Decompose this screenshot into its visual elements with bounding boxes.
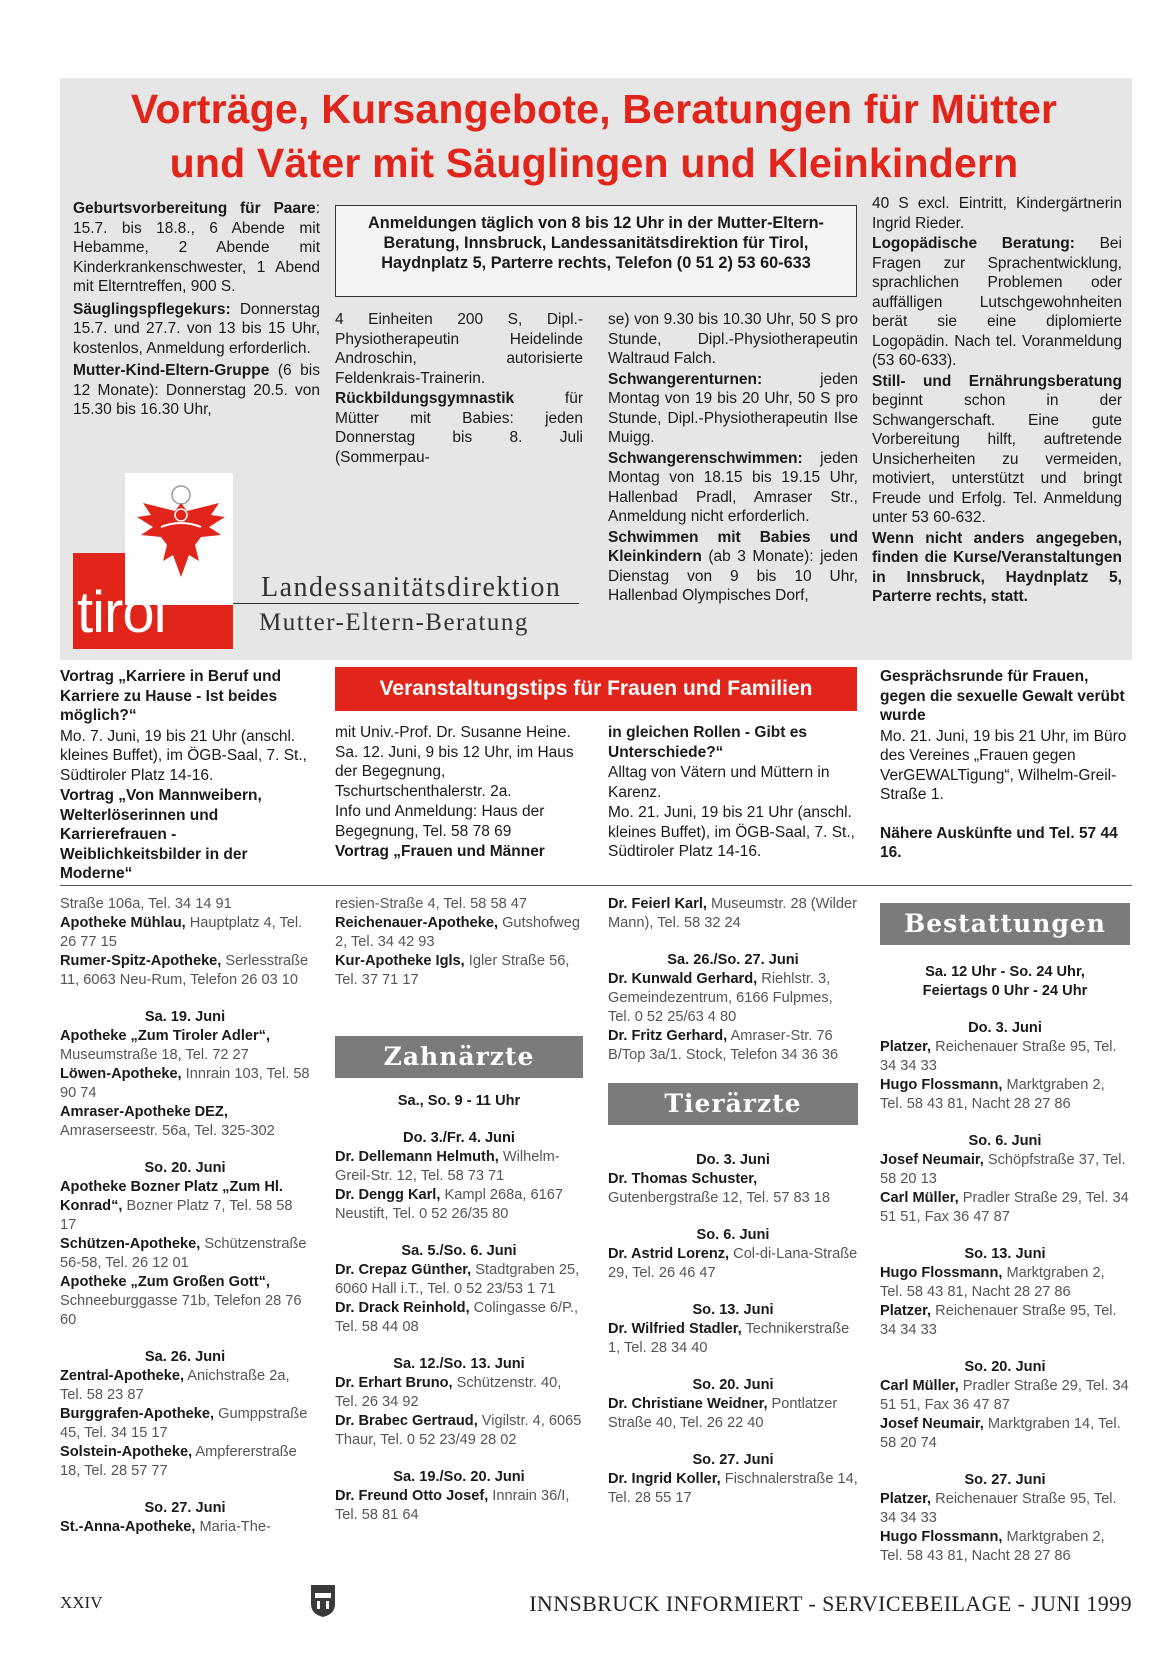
dir-text: Hauptplatz 4, Tel. 26 77 15 xyxy=(60,915,303,950)
course-column-4 xyxy=(872,194,1122,608)
dir-name: Dr. Thomas Schuster, xyxy=(608,1171,758,1187)
event-career-title: Vortrag „Karriere in Beruf und Karriere zu Hause - Ist beides möglich?“ xyxy=(60,668,282,724)
dir-entry xyxy=(60,952,310,990)
date-heading: So. 13. Juni xyxy=(692,1302,774,1318)
course-postnatal-text: für Mütter mit Babies: jeden Donnerstag bis 8. Juli (Sommerpau- xyxy=(335,390,583,466)
course-prenatal-swim xyxy=(608,449,858,527)
section-header-bestattungen: Bestattungen xyxy=(880,903,1130,945)
dir-name: Carl Müller, xyxy=(880,1378,959,1394)
dir-name: Dr. Christiane Weidner, xyxy=(608,1396,768,1412)
dir-text: Reichenauer Straße 95, Tel. 34 34 33 xyxy=(880,1303,1117,1338)
dir-name: Dr. Erhart Bruno, xyxy=(335,1375,453,1391)
date-heading: So. 6. Juni xyxy=(968,1133,1042,1149)
dir-entry xyxy=(880,1415,1130,1453)
dir-name: Hugo Flossmann, xyxy=(880,1077,1003,1093)
zahnaerzte-column xyxy=(335,895,583,1525)
dir-text: Pradler Straße 29, Tel. 34 51 51, Fax 36 47 87 xyxy=(880,1378,1129,1413)
dir-text: Marktgraben 2, Tel. 58 43 81, Nacht 28 27 86 xyxy=(880,1265,1105,1300)
hours-text: Sa., So. 9 - 11 Uhr xyxy=(397,1093,521,1109)
dir-name: Platzer, xyxy=(880,1491,932,1507)
dir-text: Marktgraben 2, Tel. 58 43 81, Nacht 28 27 86 xyxy=(880,1077,1105,1112)
dir-text: Maria-The- xyxy=(195,1519,271,1535)
date-heading: So. 27. Juni xyxy=(964,1472,1046,1488)
date-heading: Sa. 5./So. 6. Juni xyxy=(401,1243,517,1259)
course-birth-prep xyxy=(73,199,320,297)
dir-text: Museumstraße 18, Tel. 72 27 xyxy=(60,1047,249,1063)
course-prenatal-gym-text: jeden Montag von 19 bis 20 Uhr, 50 S pro Stunde, Dipl.-Physiotherapeutin Ilse Muigg. xyxy=(608,370,858,446)
dir-text: Igler Straße 56, Tel. 37 71 17 xyxy=(335,953,570,988)
dir-text: Col-di-Lana-Straße 29, Tel. 26 46 47 xyxy=(608,1246,858,1281)
course-nutrition-text: beginnt schon in der Schwangerschaft. Eine gute Vorbereitung hilft, auftretende Unsicherheiten zu vermeiden, motiviert, unterstützt und bringt Freude und Erfolg. Tel. Anmeldung unter 53 60-632. xyxy=(872,392,1122,526)
dir-name: Rumer-Spitz-Apotheke, xyxy=(60,953,222,969)
dir-entry xyxy=(880,1490,1130,1528)
dir-name: Burggrafen-Apotheke, xyxy=(60,1406,215,1422)
dir-entry xyxy=(60,1443,310,1481)
section-divider xyxy=(60,885,1132,886)
date-heading: So. 20. Juni xyxy=(692,1377,774,1393)
event-images-text: mit Univ.-Prof. Dr. Susanne Heine. Sa. 12. Juni, 9 bis 12 Uhr, im Haus der Begegnung, Tschurtschenthalerstr. 2a. xyxy=(335,724,574,800)
course-postnatal-title: Rückbildungsgymnastik xyxy=(335,390,515,407)
event-column-2 xyxy=(335,723,583,863)
dir-entry xyxy=(60,1367,310,1405)
event-talk-title: Gesprächsrunde für Frauen, gegen die sexuelle Gewalt verübt wurde xyxy=(880,668,1125,724)
course-prenatal-gym-title: Schwangerenturnen: xyxy=(608,370,763,388)
dir-name: Kur-Apotheke Igls, xyxy=(335,953,465,969)
dir-name: Apotheke Mühlau, xyxy=(60,915,186,931)
course-location-note-text: Wenn nicht anders angegeben, finden die Kurse/Veranstaltungen in Innsbruck, Haydnplatz 5, Parterre rechts, statt. xyxy=(872,529,1122,605)
date-heading: Do. 3./Fr. 4. Juni xyxy=(403,1130,515,1146)
eagle-icon xyxy=(131,481,231,591)
dir-text: Reichenauer Straße 95, Tel. 34 34 33 xyxy=(880,1039,1117,1074)
dir-name: Apotheke „Zum Großen Gott“, xyxy=(60,1274,270,1290)
dir-entry xyxy=(608,1320,858,1358)
date-heading: Sa. 19./So. 20. Juni xyxy=(393,1469,525,1485)
dir-name: Zentral-Apotheke, xyxy=(60,1368,185,1384)
hours-text: Feiertags 0 Uhr - 24 Uhr xyxy=(922,983,1088,999)
dir-name: Platzer, xyxy=(880,1303,932,1319)
course-column-2 xyxy=(335,310,583,468)
dir-name: Dr. Feierl Karl, xyxy=(608,896,707,912)
dir-text: Bozner Platz 7, Tel. 58 58 17 xyxy=(60,1198,293,1233)
dir-text: Schneeburggasse 71b, Telefon 28 76 60 xyxy=(60,1293,302,1328)
course-speech-title: Logopädische Beratung: xyxy=(872,235,1075,252)
dir-entry xyxy=(60,1178,310,1235)
dir-entry xyxy=(335,1261,583,1299)
course-baby-swim xyxy=(608,528,858,606)
logo-title-2: Mutter-Eltern-Beratung xyxy=(259,609,529,636)
dir-name: Apotheke Bozner Platz „Zum Hl. Konrad“, xyxy=(60,1179,283,1214)
course-speech xyxy=(872,234,1122,371)
event-roles-title: Vortrag „Frauen und Männer xyxy=(335,843,545,860)
dir-entry xyxy=(880,1264,1130,1302)
date-heading: So. 6. Juni xyxy=(696,1227,770,1243)
dir-entry xyxy=(60,1405,310,1443)
dir-text: Technikerstraße 1, Tel. 28 34 40 xyxy=(608,1321,850,1356)
event-talk-text: Mo. 21. Juni, 19 bis 21 Uhr, im Büro des Vereines „Frauen gegen VerGEWALTigung“, Wilhelm-Greil-Straße 1. xyxy=(880,727,1127,803)
headline-line-2: und Väter mit Säuglingen und Kleinkindern xyxy=(169,140,1019,186)
dir-name: Dr. Wilfried Stadler, xyxy=(608,1321,742,1337)
apotheken-column xyxy=(60,895,310,1537)
dir-entry xyxy=(60,1273,310,1330)
section-header-zahnaerzte: Zahnärzte xyxy=(335,1036,583,1078)
date-heading: Sa. 12./So. 13. Juni xyxy=(393,1356,525,1372)
dir-text: Pradler Straße 29, Tel. 34 51 51, Fax 36 47 87 xyxy=(880,1190,1129,1225)
dir-text: resien-Straße 4, Tel. 58 58 47 xyxy=(335,896,527,912)
dir-name: Platzer, xyxy=(880,1039,932,1055)
dir-entry xyxy=(335,1299,583,1337)
date-heading: Do. 3. Juni xyxy=(968,1020,1042,1036)
dir-entry xyxy=(335,952,583,990)
course-infant-care-text: Donnerstag 15.7. und 27.7. von 13 bis 15 Uhr, kostenlos, Anmeldung erforderlich. xyxy=(73,300,320,357)
dir-name: Dr. Brabec Gertraud, xyxy=(335,1413,478,1429)
dir-name: Amraser-Apotheke DEZ, xyxy=(60,1104,228,1120)
course-prenatal-swim-title: Schwangerenschwimmen: xyxy=(608,449,803,467)
dir-text: Reichenauer Straße 95, Tel. 34 34 33 xyxy=(880,1491,1117,1526)
dir-text: Schützenstraße 56-58, Tel. 26 12 01 xyxy=(60,1236,307,1271)
dir-name: Schützen-Apotheke, xyxy=(60,1236,201,1252)
dir-text: Stadtgraben 25, 6060 Hall i.T., Tel. 0 52 23/53 1 71 xyxy=(335,1262,580,1297)
dir-name: Josef Neumair, xyxy=(880,1416,984,1432)
dir-name: Dr. Ingrid Koller, xyxy=(608,1471,721,1487)
dir-text: Pontlatzer Straße 40, Tel. 26 22 40 xyxy=(608,1396,838,1431)
course-column-1 xyxy=(73,199,320,421)
dir-entry xyxy=(60,1103,310,1141)
event-info-text: Info und Anmeldung: Haus der Begegnung, Tel. 58 78 69 xyxy=(335,803,545,840)
dir-entry xyxy=(880,1302,1130,1340)
dir-entry xyxy=(880,1076,1130,1114)
dir-name: Apotheke „Zum Tiroler Adler“, xyxy=(60,1028,271,1044)
course-infant-care xyxy=(73,300,320,359)
date-heading: So. 27. Juni xyxy=(692,1452,774,1468)
dir-entry xyxy=(335,1148,583,1186)
dir-entry xyxy=(608,1470,858,1508)
dir-text: Schützenstr. 40, Tel. 26 34 92 xyxy=(335,1375,562,1410)
tirol-logo xyxy=(73,473,581,649)
dir-text: Gutshofweg 2, Tel. 34 42 93 xyxy=(335,915,580,950)
dir-entry xyxy=(60,1027,310,1065)
registration-box: Anmeldungen täglich von 8 bis 12 Uhr in der Mutter-Eltern-Beratung, Innsbruck, Landessanitätsdirektion für Tirol, Haydnplatz 5, Parterre rechts, Telefon (0 51 2) 53 60-633 xyxy=(335,205,857,297)
dir-name: Carl Müller, xyxy=(880,1190,959,1206)
dir-entry xyxy=(880,1151,1130,1189)
course-postnatal-cont: se) von 9.30 bis 10.30 Uhr, 50 S pro Stunde, Dipl.-Physiotherapeutin Waltraud Falch. xyxy=(608,311,858,367)
dir-name: Dr. Crepaz Günther, xyxy=(335,1262,472,1278)
dir-entry xyxy=(335,914,583,952)
date-heading: Sa. 26./So. 27. Juni xyxy=(667,952,799,968)
dir-text: Ampfererstraße 18, Tel. 28 57 77 xyxy=(60,1444,297,1479)
events-banner: Veranstaltungstips für Frauen und Familien xyxy=(335,667,857,711)
course-prenatal-swim-text: jeden Montag von 18.15 bis 19.15 Uhr, Hallenbad Pradl, Amraser Str., Anmeldung nicht erforderlich. xyxy=(608,449,858,525)
dir-entry xyxy=(335,895,583,914)
course-baby-swim-text: (ab 3 Monate): jeden Dienstag von 9 bis 10 Uhr, Hallenbad Olympisches Dorf, xyxy=(608,548,858,604)
dir-entry xyxy=(608,1170,858,1208)
dir-name: Hugo Flossmann, xyxy=(880,1529,1003,1545)
course-parent-group-text: (6 bis 12 Monate): Donnerstag 20.5. von 15.30 bis 16.30 Uhr, xyxy=(73,362,320,418)
course-nutrition-title: Still- und Ernährungsberatung xyxy=(872,372,1122,390)
dir-entry xyxy=(60,1065,310,1103)
course-feldenkrais: 4 Einheiten 200 S, Dipl.-Physiotherapeutin Heidelinde Androschin, autorisierte Feldenkrais-Trainerin. xyxy=(335,311,583,387)
date-heading: Sa. 19. Juni xyxy=(144,1009,226,1025)
dir-entry xyxy=(608,1395,858,1433)
dir-text: Amraserseestr. 56a, Tel. 325-302 xyxy=(60,1123,275,1139)
bestattungen-column xyxy=(880,895,1130,1566)
dir-entry xyxy=(335,1487,583,1525)
headline-line-1: Vorträge, Kursangebote, Beratungen für Mütter xyxy=(130,86,1058,132)
date-heading: So. 20. Juni xyxy=(964,1359,1046,1375)
dir-text: Marktgraben 14, Tel. 58 20 74 xyxy=(880,1416,1121,1451)
tieraerzte-column xyxy=(608,895,858,1508)
dir-name: Dr. Drack Reinhold, xyxy=(335,1300,470,1316)
dir-entry xyxy=(880,1377,1130,1415)
dir-name: Dr. Dengg Karl, xyxy=(335,1187,441,1203)
logo-word: tirol xyxy=(77,580,166,645)
dir-text: Wilhelm-Greil-Str. 12, Tel. 58 73 71 xyxy=(335,1149,560,1184)
course-infant-care-title: Säuglingspflegekurs: xyxy=(73,300,231,318)
dir-text: Straße 106a, Tel. 34 14 91 xyxy=(60,896,232,912)
dir-text: Museumstr. 28 (Wilder Mann), Tel. 58 32 24 xyxy=(608,896,857,931)
dir-name: Reichenauer-Apotheke, xyxy=(335,915,499,931)
dir-text: Innrain 103, Tel. 58 90 74 xyxy=(60,1066,310,1101)
dir-entry xyxy=(880,1528,1130,1566)
dir-name: Hugo Flossmann, xyxy=(880,1265,1003,1281)
date-heading: Sa. 26. Juni xyxy=(144,1349,226,1365)
dir-name: Solstein-Apotheke, xyxy=(60,1444,193,1460)
dir-entry xyxy=(880,1189,1130,1227)
course-parent-group-title: Mutter-Kind-Eltern-Gruppe xyxy=(73,362,270,379)
course-column-3 xyxy=(608,310,858,607)
logo-title-1: Landessanitätsdirektion xyxy=(261,572,562,603)
dir-text: Marktgraben 2, Tel. 58 43 81, Nacht 28 27 86 xyxy=(880,1529,1105,1564)
course-speech-text: Bei Fragen zur Sprachentwicklung, sprachlichen Problemen oder auffälligen Lutschgewohnheiten berät sie eine diplomierte Logopädin. Nach tel. Voranmeldung (53 60-633). xyxy=(872,235,1122,369)
dir-name: Dr. Dellemann Helmuth, xyxy=(335,1149,499,1165)
course-birth-prep-text: : 15.7. bis 18.8., 6 Abende mit Hebamme, 2 Abende mit Kinderkrankenschwester, 1 Abend mit Elterntreffen, 900 S. xyxy=(73,200,320,295)
page-number: XXIV xyxy=(60,1593,103,1612)
event-roles-date: Mo. 21. Juni, 19 bis 21 Uhr (anschl. kleines Buffet), im ÖGB-Saal, 7. St., Südtiroler Platz 14-16. xyxy=(608,804,855,860)
dir-entry xyxy=(335,1412,583,1450)
course-postnatal xyxy=(335,389,583,467)
dir-name: Josef Neumair, xyxy=(880,1152,984,1168)
dir-name: Dr. Freund Otto Josef, xyxy=(335,1488,489,1504)
city-crest-icon xyxy=(310,1584,336,1618)
dir-entry xyxy=(608,970,858,1027)
dir-text: Colingasse 6/P., Tel. 58 44 08 xyxy=(335,1300,579,1335)
dir-entry xyxy=(60,1235,310,1273)
dir-text: Innrain 36/I, Tel. 58 81 64 xyxy=(335,1488,570,1523)
course-prenatal-gym xyxy=(608,370,858,448)
hours-text: Sa. 12 Uhr - So. 24 Uhr, xyxy=(925,964,1085,980)
dir-name: Dr. Kunwald Gerhard, xyxy=(608,971,758,987)
course-location-note xyxy=(872,529,1122,607)
dir-text: Fischnalerstraße 14, Tel. 28 55 17 xyxy=(608,1471,858,1506)
dir-name: Dr. Astrid Lorenz, xyxy=(608,1246,730,1262)
dir-text: Kampl 268a, 6167 Neustift, Tel. 0 52 26/35 80 xyxy=(335,1187,563,1222)
dir-entry xyxy=(608,1245,858,1283)
date-heading: Do. 3. Juni xyxy=(696,1152,770,1168)
dir-entry xyxy=(608,895,858,933)
dir-text: Gumppstraße 45, Tel. 34 15 17 xyxy=(60,1406,308,1441)
dir-text: Vigilstr. 4, 6065 Thaur, Tel. 0 52 23/49 28 02 xyxy=(335,1413,582,1448)
course-nutrition xyxy=(872,372,1122,528)
dir-text: Gutenbergstraße 12, Tel. 57 83 18 xyxy=(608,1190,831,1206)
date-heading: So. 20. Juni xyxy=(144,1160,226,1176)
dir-name: St.-Anna-Apotheke, xyxy=(60,1519,196,1535)
dir-text: Amraser-Str. 76 B/Top 3a/1. Stock, Telefon 34 36 36 xyxy=(608,1028,839,1063)
course-birth-prep-title: Geburtsvorbereitung für Paare xyxy=(73,200,316,217)
course-parent-group xyxy=(73,361,320,420)
event-images-title: Vortrag „Von Mannweibern, Welterlöserinnen und Karrierefrauen - Weiblichkeitsbilder in der Moderne“ xyxy=(60,787,262,882)
event-career-text: Mo. 7. Juni, 19 bis 21 Uhr (anschl. kleines Buffet), im ÖGB-Saal, 7. St., Südtiroler Platz 14-16. xyxy=(60,727,307,784)
dir-entry xyxy=(335,1374,583,1412)
dir-text: Riehlstr. 3, Gemeindezentrum, 6166 Fulpmes, Tel. 0 52 25/63 4 80 xyxy=(608,971,833,1025)
dir-text: Schöpfstraße 37, Tel. 58 20 13 xyxy=(880,1152,1126,1187)
event-column-1 xyxy=(60,667,315,885)
dir-entry xyxy=(608,1027,858,1065)
event-column-4 xyxy=(880,667,1130,864)
date-heading: So. 13. Juni xyxy=(964,1246,1046,1262)
course-baby-swim-cont: 40 S excl. Eintritt, Kindergärtnerin Ingrid Rieder. xyxy=(872,195,1122,232)
date-heading: So. 27. Juni xyxy=(144,1500,226,1516)
dir-entry xyxy=(335,1186,583,1224)
course-baby-swim-title: Schwimmen mit Babies und Kleinkindern xyxy=(608,528,858,565)
dir-text: Serlesstraße 11, 6063 Neu-Rum, Telefon 26 03 10 xyxy=(60,953,309,988)
dir-name: Dr. Fritz Gerhard, xyxy=(608,1028,728,1044)
dir-name: Löwen-Apotheke, xyxy=(60,1066,182,1082)
dir-entry xyxy=(60,895,310,914)
event-column-3 xyxy=(608,723,858,863)
dir-entry xyxy=(60,914,310,952)
dir-entry xyxy=(60,1518,310,1537)
event-contact: Nähere Auskünfte und Tel. 57 44 16. xyxy=(880,824,1118,861)
event-roles-title-cont: in gleichen Rollen - Gibt es Unterschiede?“ xyxy=(608,724,807,761)
footer-title: INNSBRUCK INFORMIERT - SERVICEBEILAGE - JUNI 1999 xyxy=(529,1591,1132,1616)
dir-text: Anichstraße 2a, Tel. 58 23 87 xyxy=(60,1368,290,1403)
event-roles-text: Alltag von Vätern und Müttern in Karenz. xyxy=(608,764,830,801)
section-header-tieraerzte: Tierärzte xyxy=(608,1083,858,1125)
dir-entry xyxy=(880,1038,1130,1076)
